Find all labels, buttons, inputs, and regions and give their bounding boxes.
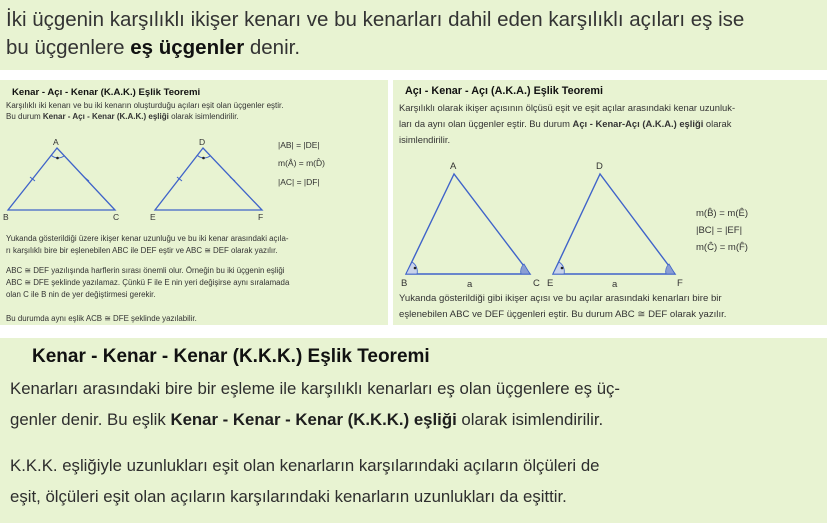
kak-text-1: Yukanda gösterildiği üzere ikişer kenar uzunluğu ve bu iki kenar arasındaki açıla- [6,234,289,243]
kak-text-3: ABC ≅ DEF yazılışında harflerin sırası önemli olur. Örneğin bu iki üçgenin eşliği [6,266,285,275]
kak-text-6: Bu durumda aynı eşlik ACB ≅ DFE şeklinde yazılabilir. [6,314,197,323]
aka-desc-2-bold: Açı - Kenar-Açı (A.K.A.) eşliği [572,118,704,129]
intro-text [6,6,821,62]
aka-relation-3: m(Ĉ) = m(F̂) [696,242,748,253]
kak-desc-2-pre: Bu durum [6,112,43,121]
triangle-def [155,148,262,210]
aka-relation-1: m(B̂) = m(Ê) [696,208,748,219]
kak-title: Kenar - Açı - Kenar (K.A.K.) Eşlik Teoremi [12,87,201,98]
vertex-c: C [533,278,540,289]
aka-desc-3: isimlendirilir. [399,134,451,145]
vertex-d: D [199,137,206,147]
kkk-p1-line-2-pre: genler denir. Bu eşlik [10,410,171,429]
kkk-p1-line-2-bold: Kenar - Kenar - Kenar (K.K.K.) eşliği [170,410,457,429]
triangle-abc [406,174,530,274]
intro-line-2-post: denir. [244,36,301,59]
aka-text-1: Yukanda gösterildiği gibi ikişer açısı ve bu açılar arasındaki kenarları bire bir [399,293,722,304]
kkk-title: Kenar - Kenar - Kenar (K.K.K.) Eşlik Teoremi [32,346,430,367]
vertex-b: B [3,212,9,222]
vertex-f: F [258,212,264,222]
kak-text-2: rı karşılıklı bire bir eşlenebilen ABC ile DEF eştir ve ABC ≅ DEF olarak yazılır. [6,246,278,255]
kkk-p2-line-1: K.K.K. eşliğiyle uzunlukları eşit olan kenarların karşılarındaki açıların ölçüleri de [10,456,600,475]
kak-desc-2-bold: Kenar - Açı - Kenar (K.A.K.) eşliği [42,112,169,121]
kak-text-5: olan C ile B nin de yer değiştirmesi gerekir. [6,290,156,299]
intro-line-1: İki üçgenin karşılıklı ikişer kenarı ve bu kenarları dahil eden karşılıklı açıları eş ise [6,8,745,31]
side-a-label-2: a [612,279,618,290]
kak-relation-2: m(Â) = m(D̂) [278,158,325,168]
intro-line-2-bold: eş üçgenler [130,36,245,59]
aka-title: Açı - Kenar - Açı (A.K.A.) Eşlik Teoremi [405,85,603,97]
kak-relation-3: |AC| = |DF| [278,177,320,187]
triangle-def [553,174,675,274]
kak-desc-1: Karşılıklı iki kenarı ve bu iki kenarın oluşturduğu açıları eşit olan üçgenler eştir. [6,101,284,110]
intro-panel [0,0,827,70]
aka-relation-2: |BC| = |EF| [696,225,743,236]
kak-relation-1: |AB| = |DE| [278,140,320,150]
intro-line-2 [6,34,821,62]
kak-panel [0,80,388,325]
kkk-p1-line-1: Kenarları arasındaki bire bir eşleme ile karşılıklı kenarları eş olan üçgenlere eş üç- [10,379,621,398]
vertex-f: F [677,278,683,289]
vertex-a: A [53,137,59,147]
kkk-p1-line-2 [10,410,603,430]
vertex-b: B [401,278,408,289]
vertex-c: C [113,212,120,222]
kkk-p1-line-2-post: olarak isimlendirilir. [456,410,604,429]
side-a-label: a [467,279,473,290]
aka-panel [393,80,827,325]
kak-figure [0,80,388,325]
vertex-a: A [450,161,457,172]
aka-desc-2-post: olarak [703,118,732,129]
vertex-e: E [547,278,554,289]
kak-text-4: ABC ≅ DFE şeklinde yazılamaz. Çünkü F ile E nin yeri değişirse aynı sıralamada [6,278,290,287]
aka-figure [393,80,827,325]
aka-text-2: eşlenebilen ABC ve DEF üçgenleri eştir. Bu durum ABC ≅ DEF olarak yazılır. [399,309,727,320]
intro-line-2-pre: bu üçgenlere [6,36,131,59]
aka-desc-1: Karşılıklı olarak ikişer açısının ölçüsü eşit ve eşit açılar arasındaki kenar uzunluk- [399,102,736,113]
kak-desc-2-post: olarak isimlendirilir. [168,112,239,121]
triangle-abc [8,148,115,210]
kkk-p2-line-2: eşit, ölçüleri eşit olan açıların karşılarındaki kenarların uzunlukları da eşittir. [10,487,567,506]
vertex-d: D [596,161,603,172]
aka-desc-2-text: ları da aynı olan üçgenler eştir. Bu durum [399,118,573,129]
kkk-panel [0,338,827,523]
vertex-e: E [150,212,156,222]
